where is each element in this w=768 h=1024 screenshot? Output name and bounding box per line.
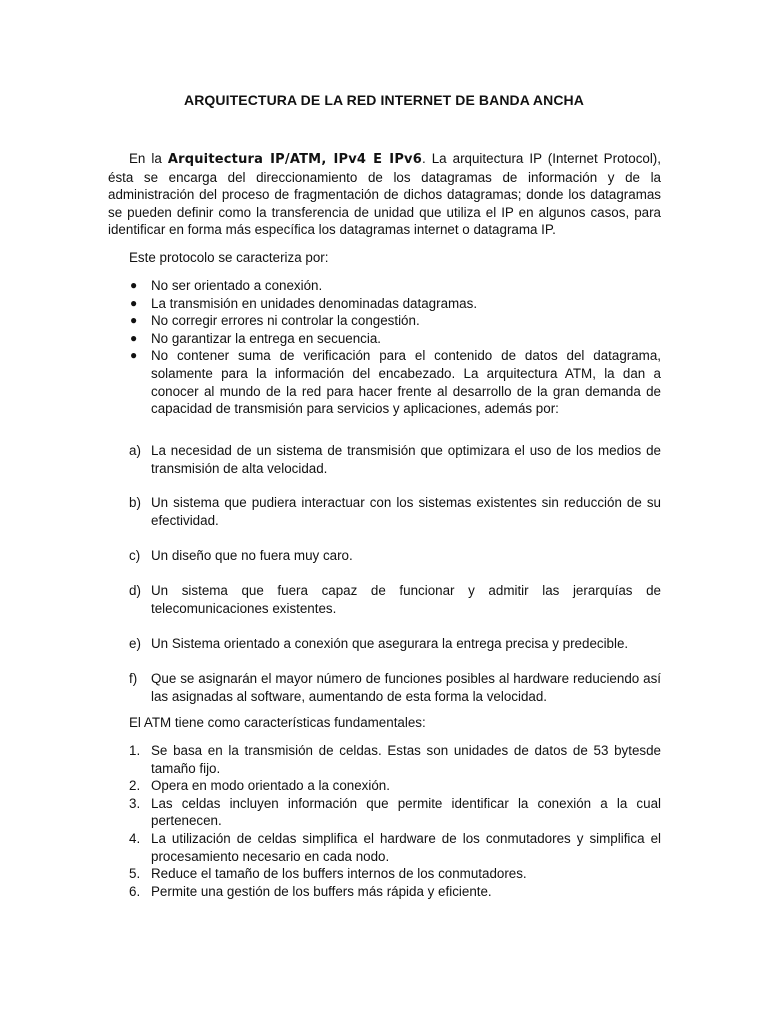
lettered-label: f) — [129, 671, 138, 686]
bullet-text: No garantizar la entrega en secuencia. — [151, 330, 382, 346]
lettered-item-d — [129, 582, 661, 617]
bullet-icon: ● — [130, 278, 138, 292]
bullet-item — [129, 330, 661, 348]
atm-numbered-list — [129, 742, 661, 900]
intro-bold-term: Arquitectura IP/ATM, IPv4 E IPv6 — [167, 152, 422, 167]
bullet-text: No contener suma de verificación para el contenido de datos del datagrama, solamente para la información del encabezado. La arquitectura ATM, la dan a conocer al mundo de la red para hacer frente al desarrollo de la gran demanda de capacidad de transmisión para servicios y aplicaciones, además por: — [151, 348, 661, 417]
bullet-text: No corregir errores ni controlar la congestión. — [151, 313, 420, 329]
document-title: ARQUITECTURA DE LA RED INTERNET DE BANDA ANCHA — [184, 92, 584, 108]
bullet-text: No ser orientado a conexión. — [151, 278, 323, 293]
atm-intro: El ATM tiene como características fundamentales: — [129, 715, 426, 730]
numbered-item — [129, 883, 661, 901]
numbered-item — [129, 865, 661, 883]
lettered-label: a) — [129, 443, 141, 458]
numbered-label: 1. — [129, 743, 141, 758]
lettered-text: Un Sistema orientado a conexión que asegurara la entrega precisa y predecible. — [151, 636, 629, 651]
numbered-label: 6. — [129, 883, 141, 899]
bullet-item — [129, 312, 661, 330]
lettered-label: c) — [129, 548, 141, 563]
protocol-bullet-list — [129, 277, 661, 418]
bullet-item — [129, 277, 661, 295]
bullet-icon: ● — [130, 348, 138, 363]
protocol-intro: Este protocolo se caracteriza por: — [129, 250, 329, 265]
lettered-item-f — [129, 670, 661, 705]
numbered-item — [129, 795, 661, 830]
lettered-text: Un diseño que no fuera muy caro. — [151, 548, 353, 563]
numbered-label: 4. — [129, 830, 141, 846]
lettered-text: Que se asignarán el mayor número de funciones posibles al hardware reduciendo así las asignadas al software, aumentando de esta forma la velocidad. — [151, 671, 661, 704]
lettered-label: b) — [129, 495, 141, 510]
numbered-label: 3. — [129, 795, 141, 811]
numbered-item — [129, 777, 661, 795]
bullet-icon: ● — [130, 330, 138, 345]
bullet-icon: ● — [130, 295, 138, 310]
numbered-text: Las celdas incluyen información que permite identificar la conexión a la cual pertenecen. — [151, 795, 661, 829]
lettered-text: Un sistema que pudiera interactuar con los sistemas existentes sin reducción de su efectividad. — [151, 495, 661, 528]
bullet-item — [129, 295, 661, 313]
lettered-text: La necesidad de un sistema de transmisión que optimizara el uso de los medios de transmisión de alta velocidad. — [151, 443, 661, 476]
bullet-icon: ● — [130, 313, 138, 328]
lettered-label: d) — [129, 583, 141, 598]
numbered-text: Se basa en la transmisión de celdas. Estas son unidades de datos de 53 bytesde tamaño fijo. — [151, 743, 661, 776]
intro-rest: . La arquitectura IP (Internet Protocol), ésta se encarga del direccionamiento de los datagramas de información y de la administración del proceso de fragmentación de dichos datagramas; donde los datagramas se pueden definir como la transferencia de unidad que utiliza el IP en algunos casos, para identificar en forma más específica los datagramas internet o datagrama IP. — [108, 151, 661, 238]
numbered-label: 2. — [129, 778, 141, 794]
intro-lead: En la — [129, 151, 168, 166]
lettered-item-e — [129, 635, 661, 653]
bullet-text: La transmisión en unidades denominadas datagramas. — [151, 295, 478, 311]
numbered-text: Opera en modo orientado a la conexión. — [151, 778, 390, 794]
numbered-text: Permite una gestión de los buffers más rápida y eficiente. — [151, 883, 492, 899]
numbered-item — [129, 830, 661, 865]
numbered-label: 5. — [129, 866, 141, 882]
intro-paragraph — [108, 150, 661, 239]
lettered-label: e) — [129, 636, 141, 651]
lettered-text: Un sistema que fuera capaz de funcionar y admitir las jerarquías de telecomunicaciones existentes. — [151, 583, 661, 616]
numbered-text: Reduce el tamaño de los buffers internos de los conmutadores. — [151, 866, 527, 882]
numbered-text: La utilización de celdas simplifica el hardware de los conmutadores y simplifica el procesamiento necesario en cada nodo. — [151, 830, 661, 864]
lettered-item-a — [129, 442, 661, 477]
lettered-item-b — [129, 494, 661, 529]
bullet-item — [129, 347, 661, 417]
numbered-item — [129, 742, 661, 777]
lettered-item-c — [129, 547, 661, 565]
